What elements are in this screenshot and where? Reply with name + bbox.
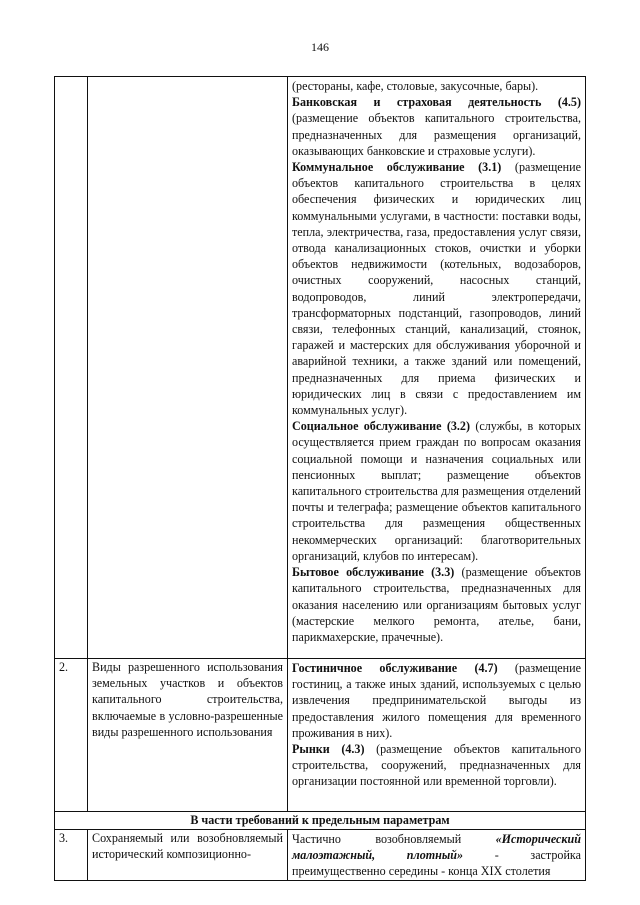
paragraph: Социальное обслуживание (3.2) (службы, в которых осуществляется прием граждан по вопросам оказания социальной помощи и назначения социальных или пенсионных выплат; размещение объектов капитального строительства для размещения отделений почты и телеграфа; размещение объектов капитального строительства для размещения общественных некоммерческих организаций: благотворительных организаций, клубов по интересам). [292, 419, 582, 563]
paragraph: Гостиничное обслуживание (4.7) (размещение гостиниц, а также иных зданий, используемых с целью извлечения предпринимательской выгоды из предоставления жилого помещения для временного проживания в них). [292, 661, 581, 740]
use-type-term: Рынки (4.3) [292, 742, 365, 757]
table-row [55, 659, 586, 812]
use-type-term: Банковская и страховая деятельность (4.5) [292, 95, 581, 110]
paragraph: Рынки (4.3) (размещение объектов капитального строительства, сооружений, предназначенных для организации постоянной или временной торговли). [292, 742, 581, 789]
use-type-term: Социальное обслуживание (3.2) [292, 419, 470, 434]
row-number-cell: 2. [55, 659, 88, 812]
row-label-cell: Виды разрешенного использования земельных участков и объектов капитального строительства, включаемые в условно-разрешенные виды разрешенного использования [88, 659, 288, 812]
table-row [55, 830, 586, 881]
use-type-term: Бытовое обслуживание (3.3) [292, 565, 455, 580]
row-number-cell: 3. [55, 830, 88, 881]
row-label-cell [88, 77, 288, 659]
page-number: 146 [311, 40, 329, 54]
paragraph: Коммунальное обслуживание (3.1) (размещение объектов капитального строительства в целях обеспечения физических и юридических лиц коммунальными услугами, в частности: поставки воды, тепла, электричества, газа, предоставления услуг связи, отвода канализационных стоков, очистки и уборки объектов недвижимости (котельных, водозаборов, очистных сооружений, насосных станций, водопроводов, линий электропередачи, трансформаторных подстанций, газопроводов, линий связи, телефонных станций, канализаций, стоянок, гаражей и мастерских для обслуживания уборочной и аварийной техники, а также зданий или помещений, предназначенных для приема физических и юридических лиц в связи с предоставлением им коммунальных услуг). [292, 160, 581, 418]
row-number-cell [55, 77, 88, 659]
row-content-cell [288, 77, 586, 659]
paragraph: Банковская и страховая деятельность (4.5) (размещение объектов капитального строительства, предназначенных для размещения организаций, оказывающих банковские и страховые услуги). [292, 95, 581, 158]
row-content-cell [288, 830, 586, 881]
paragraph: Бытовое обслуживание (3.3) (размещение объектов капитального строительства, предназначенных для оказания населению или организациям бытовых услуг (мастерские мелкого ремонта, ателье, бани, парикмахерские, прачечные). [292, 565, 581, 644]
table-section-row [55, 812, 586, 830]
section-header: В части требований к предельным параметрам [55, 812, 586, 830]
paragraph: Частично возобновляемый «Исторический малоэтажный, плотный» - застройка преимущественно середины - конца XIX столетия [292, 832, 581, 879]
row-content-cell [288, 659, 586, 812]
table-row [55, 77, 586, 659]
use-type-term: Гостиничное обслуживание (4.7) [292, 661, 498, 675]
row-label-cell: Сохраняемый или возобновляемый исторический композиционно- [88, 830, 288, 881]
paragraph: (рестораны, кафе, столовые, закусочные, бары). [292, 79, 539, 93]
regulations-table [54, 76, 586, 881]
zone-type-term: «Исторический малоэтажный, плотный» [292, 832, 581, 863]
use-type-term: Коммунальное обслуживание (3.1) [292, 160, 502, 175]
